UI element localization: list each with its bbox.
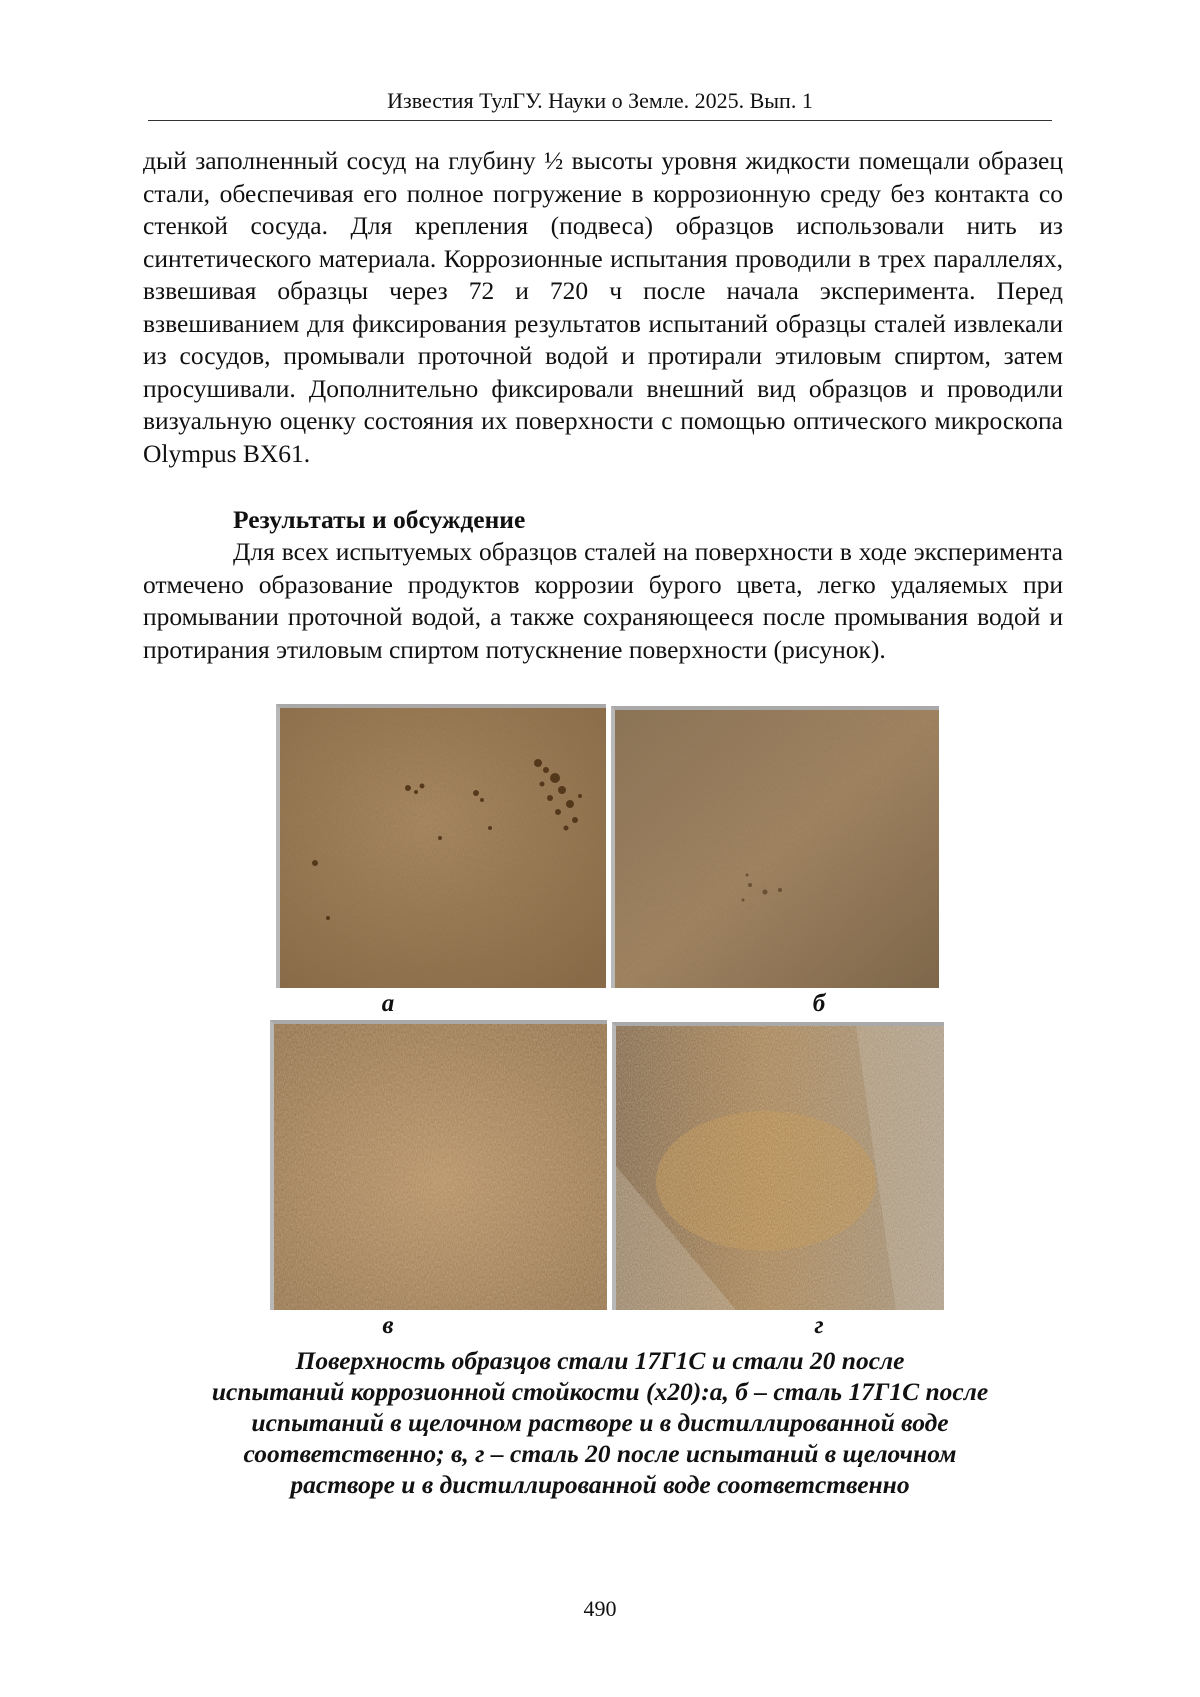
caption-line: испытаний коррозионной стойкости (х20):а, б – сталь 17Г1С после [211, 1377, 989, 1406]
caption-line: растворе и в дистиллированной воде соответственно [290, 1470, 910, 1499]
micrograph-c [270, 1020, 607, 1310]
page-number: 490 [583, 1596, 617, 1621]
panel-label-d: г [814, 1312, 824, 1339]
micrograph-d [612, 1022, 944, 1310]
micrograph-a [276, 704, 606, 988]
body-paragraph-2: Для всех испытуемых образцов сталей на поверхности в ходе эксперимента отмечено образование продуктов коррозии бурого цвета, легко удаляемых при промывании проточной водой, а также сохраняющееся после промывания водой и протирания этиловым спиртом потускнение поверхности (рисунок). [143, 537, 1063, 664]
panel-label-c: в [382, 1312, 394, 1339]
figure-caption [150, 1345, 1050, 1500]
caption-line: соответственно; в, г – сталь 20 после испытаний в щелочном [243, 1439, 957, 1468]
caption-line: Поверхность образцов стали 17Г1С и стали 20 после [295, 1346, 905, 1375]
section-heading: Результаты и обсуждение [233, 505, 526, 534]
micrograph-b [611, 706, 939, 988]
caption-line: испытаний в щелочном растворе и в дистиллированной воде [251, 1408, 949, 1437]
running-header: Известия ТулГУ. Науки о Земле. 2025. Вып. 1 [148, 88, 1052, 121]
panel-label-a: а [381, 990, 395, 1017]
panel-label-b: б [812, 990, 826, 1017]
body-paragraph-1: дый заполненный сосуд на глубину ½ высоты уровня жидкости помещали образец стали, обеспечивая его полное погружение в коррозионную среду без контакта со стенкой сосуда. Для крепления (подвеса) образцов использовали нить из синтетического материала. Коррозионные испытания проводили в трех параллелях, взвешивая образцы через 72 и 720 ч после начала эксперимента. Перед взвешиванием для фиксирования результатов испытаний образцы сталей извлекали из сосудов, промывали проточной водой и протирали этиловым спиртом, затем просушивали. Дополнительно фиксировали внешний вид образцов и проводили визуальную оценку состояния их поверхности с помощью оптического микроскопа Olympus BX61. [143, 146, 1063, 468]
